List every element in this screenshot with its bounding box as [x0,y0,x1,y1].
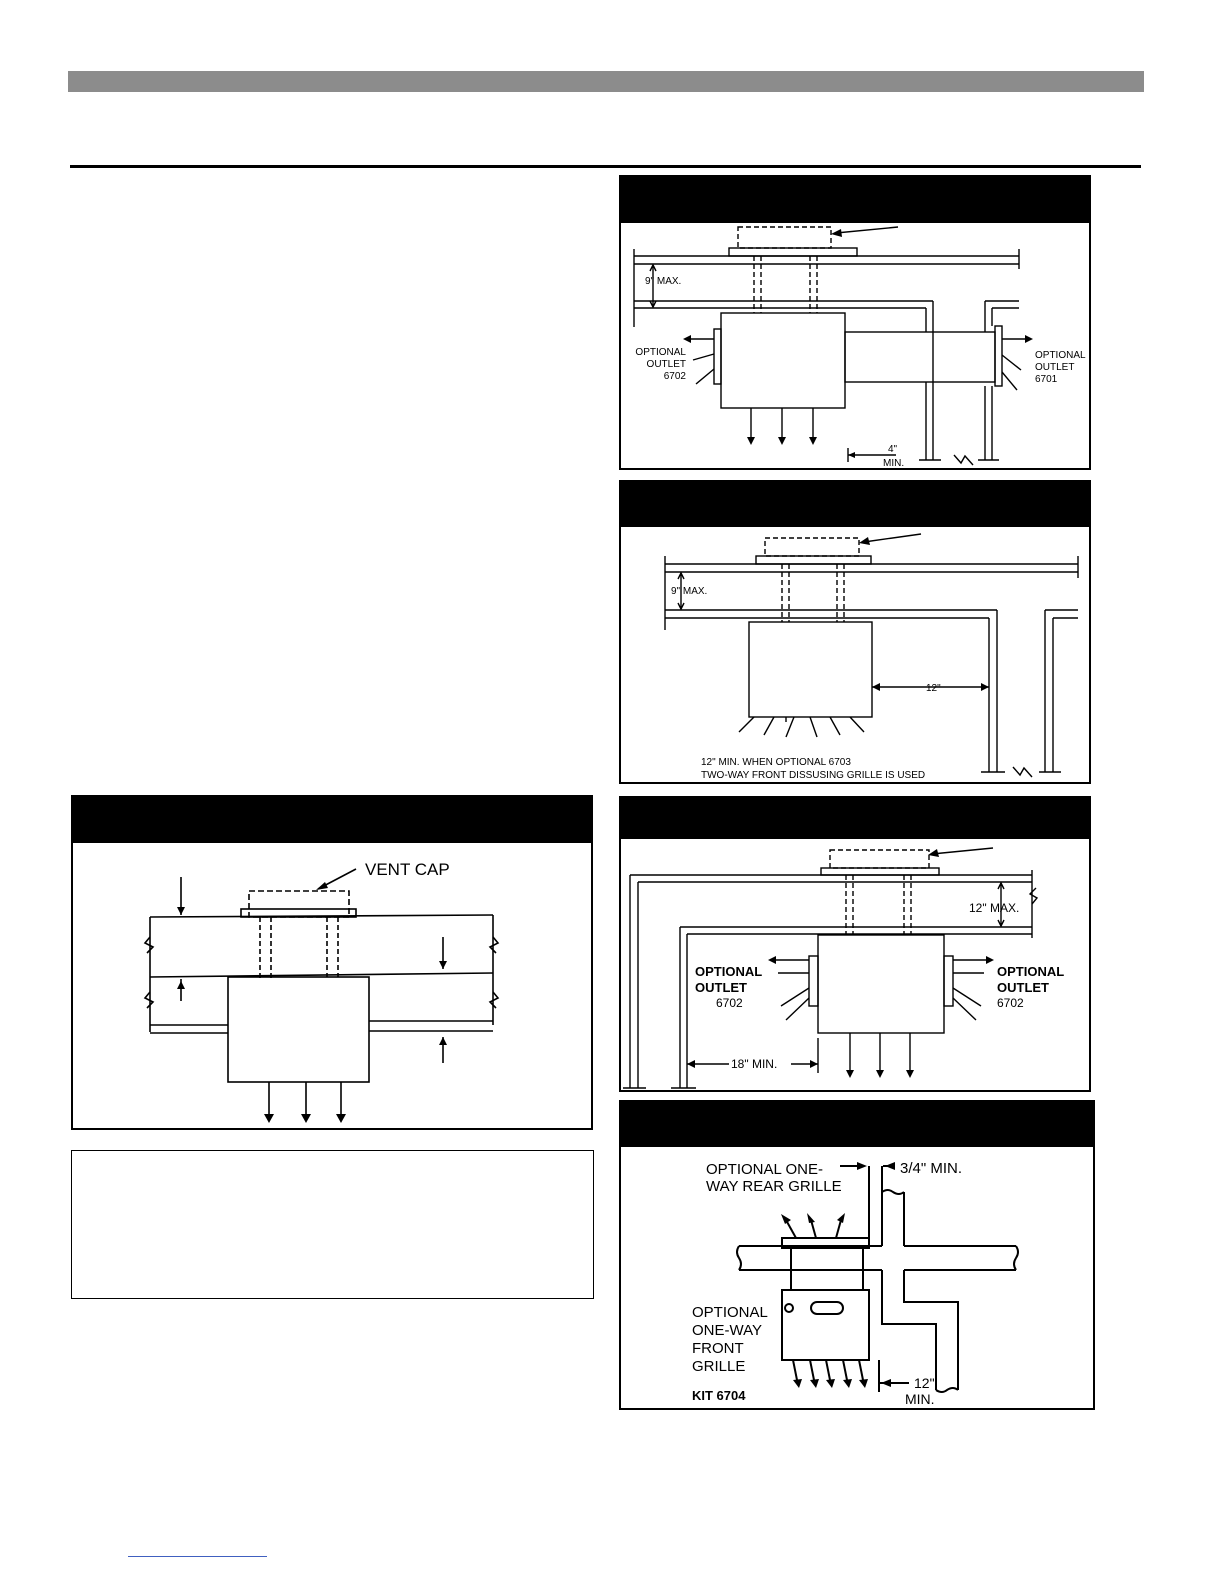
outlet-left-line-3: 6702 [663,371,686,382]
outlet-right-line-3: 6702 [997,996,1024,1010]
figure-c-drawing [73,797,591,1128]
outlet-right-line-1: OPTIONAL [1035,350,1086,361]
rear-grille-line-2: WAY REAR GRILLE [706,1178,842,1195]
dim-max-label: 9" MAX. [671,586,708,597]
figure-b-drawing [621,482,1089,782]
rear-grille-line-1: OPTIONAL ONE- [706,1161,823,1178]
vent-cap-label: VENT CAP [365,860,450,879]
outlet-left-line-2: OUTLET [695,980,747,995]
dim-side-label: 12" [926,683,941,694]
outlet-right-line-2: OUTLET [1035,362,1075,373]
dim-min-label: 18" MIN. [731,1057,778,1071]
figure-kit-6704 [619,1100,1095,1410]
front-grille-line-1: OPTIONAL [692,1304,768,1321]
note-line-2: TWO-WAY FRONT DISSUSING GRILLE IS USED [701,770,926,781]
kit-label: KIT 6704 [692,1388,746,1403]
outlet-right-line-3: 6701 [1035,374,1058,385]
outlet-right-line-1: OPTIONAL [997,964,1065,979]
figure-outlet-6702 [619,796,1091,1092]
dim-max-label: 12" MAX. [969,901,1020,915]
outlet-left-line-2: OUTLET [646,359,686,370]
figure-e-drawing [621,1102,1093,1408]
outlet-left-line-1: OPTIONAL [695,964,763,979]
front-grille-line-4: GRILLE [692,1358,746,1375]
dim-bottom-line-2: MIN. [905,1391,935,1407]
dim-max-label: 9" MAX. [645,276,682,287]
section-rule [70,165,1141,168]
outlet-right-line-2: OUTLET [997,980,1049,995]
note-line-1: 12" MIN. WHEN OPTIONAL 6703 [701,757,851,768]
figure-a-drawing [621,177,1089,468]
footer-link-underline[interactable] [128,1556,267,1557]
front-grille-line-2: ONE-WAY [692,1322,762,1339]
figure-vent-cap [71,795,593,1130]
front-grille-line-3: FRONT [692,1340,744,1357]
figure-outlet-6701 [619,175,1091,470]
outlet-left-line-3: 6702 [716,996,743,1010]
dim-top-label: 3/4" MIN. [900,1160,963,1177]
figure-d-drawing [621,798,1089,1090]
dim-min-line-1: 4" [888,444,898,455]
note-box [71,1150,594,1299]
dim-bottom-line-1: 12" [914,1375,935,1391]
header-bar [68,71,1144,92]
outlet-left-line-1: OPTIONAL [635,347,686,358]
dim-min-line-2: MIN. [883,458,905,468]
figure-front-grille-6703 [619,480,1091,784]
